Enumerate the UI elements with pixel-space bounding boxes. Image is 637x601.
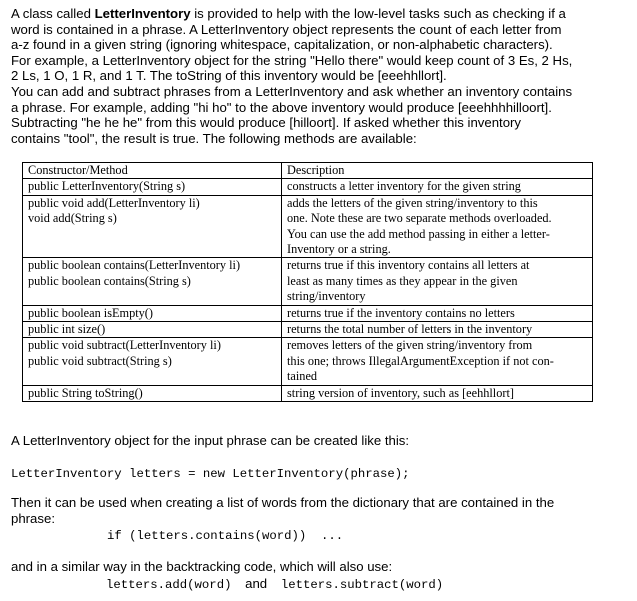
then-line: Then it can be used when creating a list of words from the dictionary that are contained in the	[11, 495, 555, 510]
method-cell	[23, 322, 282, 338]
description-cell	[282, 322, 593, 338]
description-cell	[282, 385, 593, 401]
methods-table	[22, 162, 593, 402]
description-cell	[282, 195, 593, 258]
description-line: adds the letters of the given string/inventory to this	[287, 195, 538, 210]
subtract-code: letters.subtract(word)	[280, 578, 444, 592]
intro-paragraph	[11, 6, 631, 146]
intro-line	[11, 6, 631, 22]
description-line: returns the total number of letters in the inventory	[287, 322, 533, 337]
table-row	[23, 385, 592, 401]
table-row	[23, 195, 592, 258]
intro-text: A class called	[11, 6, 95, 21]
create-code: LetterInventory letters = new LetterInventory(phrase);	[11, 467, 410, 481]
description-cell	[282, 338, 593, 385]
method-cell	[23, 179, 282, 195]
table-header-row	[23, 163, 592, 179]
method-signature: public String toString()	[28, 385, 143, 400]
then-text	[11, 495, 554, 526]
backtrack-code-line	[106, 576, 443, 592]
table-row	[23, 338, 592, 385]
description-line: Inventory or a string.	[287, 242, 391, 257]
and-word: and	[245, 576, 268, 591]
method-signature: public void subtract(String s)	[28, 353, 172, 368]
method-cell	[23, 195, 282, 258]
method-signature: void add(String s)	[28, 211, 117, 226]
description-cell	[282, 305, 593, 321]
method-signature: public LetterInventory(String s)	[28, 179, 186, 194]
method-signature: public int size()	[28, 322, 106, 337]
intro-line: a phrase. For example, adding "hi ho" to the above inventory would produce [eeehhhhilloort].	[11, 99, 552, 115]
intro-line: 2 Ls, 1 O, 1 R, and 1 T. The toString of this inventory would be [eeehhllort].	[11, 68, 447, 84]
if-code: if (letters.contains(word)) ...	[107, 529, 344, 543]
description-line: returns true if the inventory contains no letters	[287, 305, 515, 320]
intro-line: Subtracting "he he he" from this would produce [hilloort]. If asked whether this inventory	[11, 115, 522, 131]
description-line: one. Note these are two separate methods overloaded.	[287, 211, 552, 226]
description-line: string version of inventory, such as [eehhllort]	[287, 385, 514, 400]
backtrack-text: and in a similar way in the backtracking code, which will also use:	[11, 559, 393, 574]
method-signature: public boolean contains(String s)	[28, 273, 191, 288]
intro-line: contains "tool", the result is true. The following methods are available:	[11, 130, 417, 146]
description-line: constructs a letter inventory for the given string	[287, 179, 521, 194]
description-line: string/inventory	[287, 289, 366, 304]
description-line: returns true if this inventory contains all letters at	[287, 258, 530, 273]
table-row	[23, 258, 592, 305]
intro-text: is provided to help with the low-level tasks such as checking if a	[190, 6, 566, 21]
method-cell	[23, 338, 282, 385]
intro-line: For example, a LetterInventory object for the string "Hello there" would keep count of 3 Es, 2 Hs,	[11, 52, 573, 68]
then-line: phrase:	[11, 510, 55, 526]
method-cell	[23, 305, 282, 321]
method-signature: public void add(LetterInventory li)	[28, 195, 200, 210]
method-signature: public boolean isEmpty()	[28, 305, 153, 320]
intro-line: a-z found in a given string (ignoring whitespace, capitalization, or non-alphabetic characters).	[11, 37, 553, 53]
description-line: least as many times as they appear in the given	[287, 273, 518, 288]
header-description: Description	[287, 163, 345, 177]
table-row	[23, 305, 592, 321]
intro-line: word is contained in a phrase. A LetterInventory object represents the count of each letter from	[11, 21, 562, 37]
description-line: You can use the add method passing in either a letter-	[287, 226, 550, 241]
description-cell	[282, 258, 593, 305]
header-constructor-method: Constructor/Method	[23, 163, 282, 179]
add-code: letters.add(word)	[106, 578, 232, 592]
description-line: removes letters of the given string/inventory from	[287, 338, 533, 353]
method-signature: public void subtract(LetterInventory li)	[28, 338, 221, 353]
table-row	[23, 322, 592, 338]
create-text: A LetterInventory object for the input phrase can be created like this:	[11, 433, 410, 448]
description-line: this one; throws IllegalArgumentException if not con-	[287, 353, 554, 368]
intro-line: You can add and subtract phrases from a LetterInventory and ask whether an inventory contains	[11, 83, 573, 99]
class-name: LetterInventory	[94, 6, 191, 21]
method-signature: public boolean contains(LetterInventory li)	[28, 258, 241, 273]
description-line: tained	[287, 369, 318, 384]
method-cell	[23, 385, 282, 401]
table-row	[23, 179, 592, 195]
method-cell	[23, 258, 282, 305]
description-cell	[282, 179, 593, 195]
